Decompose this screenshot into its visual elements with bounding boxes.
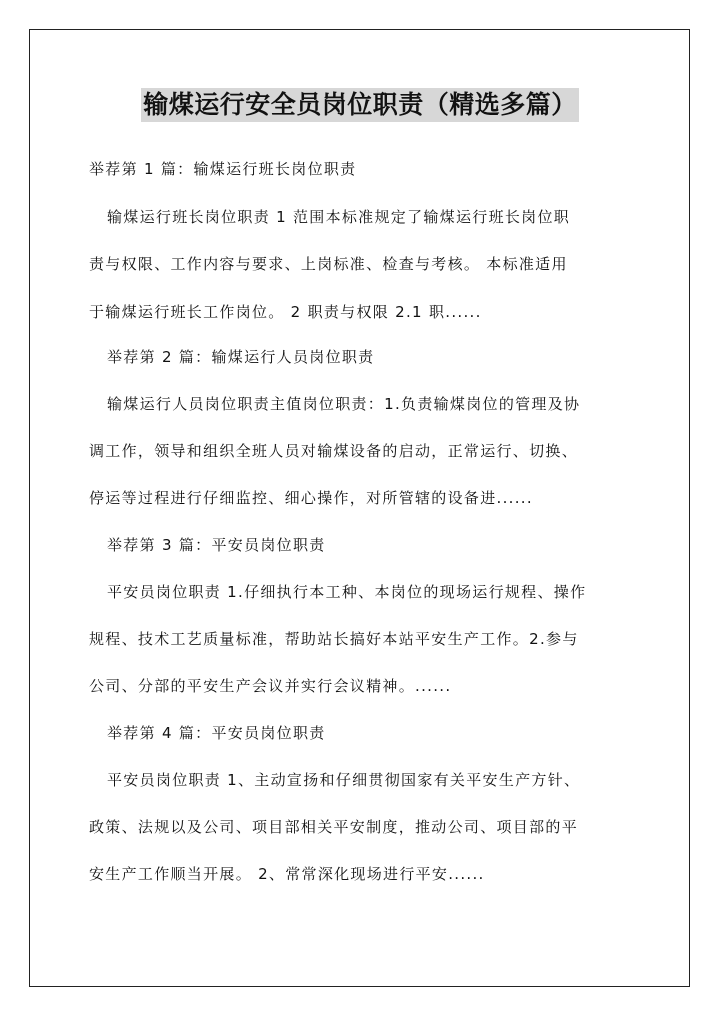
paragraph-line: 公司、分部的平安生产会议并实行会议精神。...... <box>89 677 452 695</box>
paragraph-line: 停运等过程进行仔细监控、细心操作，对所管辖的设备进...... <box>89 489 533 507</box>
document-title: 输煤运行安全员岗位职责（精选多篇） <box>141 88 579 122</box>
article-heading-1: 举荐第 1 篇：输煤运行班长岗位职责 <box>89 160 357 178</box>
article-heading-4: 举荐第 4 篇：平安员岗位职责 <box>107 724 326 742</box>
paragraph-line: 责与权限、工作内容与要求、上岗标准、检查与考核。 本标准适用 <box>89 255 568 273</box>
article-heading-3: 举荐第 3 篇：平安员岗位职责 <box>107 536 326 554</box>
paragraph-line: 规程、技术工艺质量标准，帮助站长搞好本站平安生产工作。2.参与 <box>89 630 579 648</box>
paragraph-line: 于输煤运行班长工作岗位。 2 职责与权限 2.1 职...... <box>89 303 482 321</box>
title-container <box>0 88 720 122</box>
article-heading-2: 举荐第 2 篇：输煤运行人员岗位职责 <box>107 348 375 366</box>
paragraph-line: 输煤运行人员岗位职责主值岗位职责：1.负责输煤岗位的管理及协 <box>107 395 581 413</box>
paragraph-line: 输煤运行班长岗位职责 1 范围本标准规定了输煤运行班长岗位职 <box>107 208 571 226</box>
paragraph-line: 平安员岗位职责 1.仔细执行本工种、本岗位的现场运行规程、操作 <box>107 583 587 601</box>
paragraph-line: 政策、法规以及公司、项目部相关平安制度，推动公司、项目部的平 <box>89 818 579 836</box>
paragraph-line: 安生产工作顺当开展。 2、常常深化现场进行平安...... <box>89 865 485 883</box>
paragraph-line: 平安员岗位职责 1、主动宣扬和仔细贯彻国家有关平安生产方针、 <box>107 771 581 789</box>
paragraph-line: 调工作，领导和组织全班人员对输煤设备的启动，正常运行、切换、 <box>89 442 579 460</box>
